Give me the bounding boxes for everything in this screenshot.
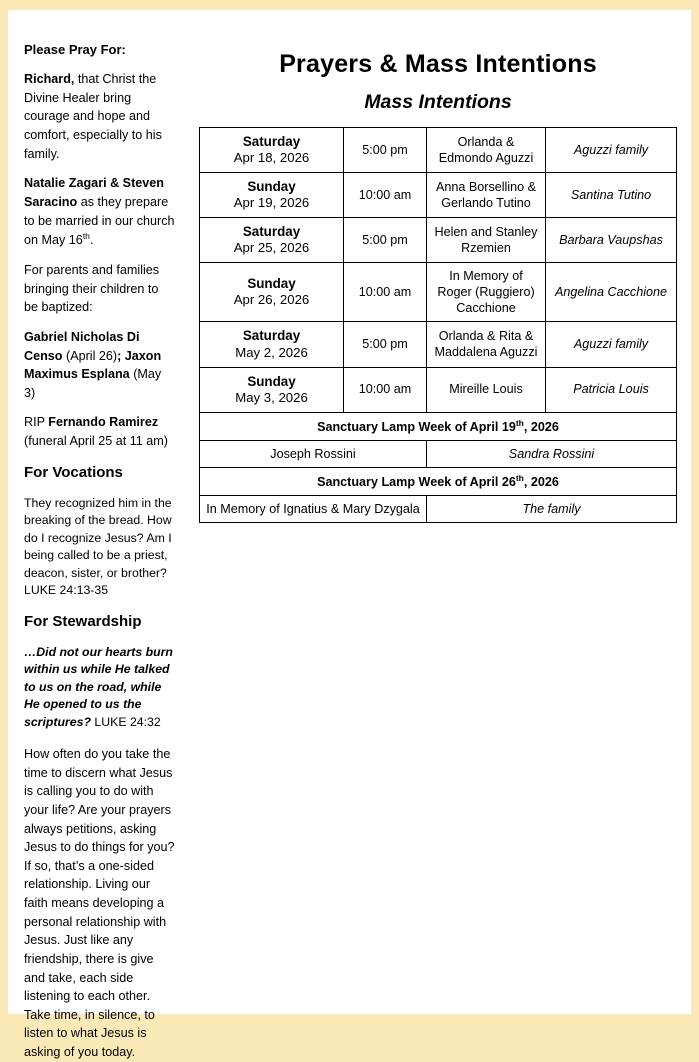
mass-day-cell <box>200 218 344 263</box>
for-vocations-text: They recognized him in the breaking of the bread. How do I recognize Jesus? Am I being called to be a priest, deacon, sister, or brother? LUKE 24:13-35 <box>24 495 172 598</box>
page-title: Prayers & Mass Intentions <box>279 50 597 78</box>
prayer-wedding-names: Natalie Zagari & Steven Saracino <box>24 176 164 209</box>
mass-intention: Orlanda & Rita & Maddalena Aguzzi <box>427 322 546 367</box>
table-row <box>200 367 677 412</box>
mass-date: Apr 26, 2026 <box>233 292 310 308</box>
prayer-richard-text: that Christ the Divine Healer bring courage and hope and comfort, especially to his family. <box>24 72 162 161</box>
table-row <box>200 173 677 218</box>
mass-time: 10:00 am <box>344 263 427 322</box>
please-pray-heading: Please Pray For: <box>24 42 126 57</box>
for-stewardship-text <box>24 644 175 731</box>
prayer-richard <box>24 70 175 163</box>
reflection-text: How often do you take the time to discern what Jesus is calling you to do with your life? Are your prayers always petitions, asking Jesus to do things for you? If so, that’s a one-sided relationship. Living our faith means developing a personal relationship with Jesus. Just like any friendship, there is give and take, each side listening to each other. Take time, in silence, to listen to what Jesus is asking of you today. <box>24 747 175 1060</box>
mass-requester: Santina Tutino <box>546 173 677 218</box>
lamp1-donor: Joseph Rossini <box>200 440 427 467</box>
lamp2-donor: In Memory of Ignatius & Mary Dzygala <box>200 496 427 523</box>
mass-day-cell <box>200 173 344 218</box>
sanctuary-lamp-heading <box>200 412 677 440</box>
table-row <box>200 322 677 367</box>
lamp2-heading-post: , 2026 <box>523 475 559 490</box>
lamp2-heading-pre: Sanctuary Lamp Week of April 26 <box>317 475 516 490</box>
mass-intention: Helen and Stanley Rzemien <box>427 218 546 263</box>
prayer-wedding-end: . <box>89 233 94 248</box>
sanctuary-lamp-header-row <box>200 412 677 440</box>
table-row <box>200 263 677 322</box>
prayer-baptism-names <box>24 328 175 403</box>
mass-dayname: Sunday <box>247 276 296 292</box>
baptism-separator: ; <box>117 348 125 363</box>
mass-intentions-subtitle: Mass Intentions <box>364 91 512 113</box>
table-row <box>200 128 677 173</box>
baptism-name-1: Gabriel Nicholas Di Censo <box>24 329 140 363</box>
prayer-wedding-text: as they prepare to be married in our church on May 16 <box>24 194 175 248</box>
mass-time: 5:00 pm <box>344 218 427 263</box>
rip-name: Fernando Ramirez <box>48 415 159 430</box>
mass-date: May 2, 2026 <box>235 344 308 360</box>
mass-dayname: Saturday <box>242 134 301 149</box>
baptism-date-2: (May 3) <box>24 367 162 400</box>
mass-requester: Aguzzi family <box>546 322 677 367</box>
mass-date: Apr 19, 2026 <box>233 195 310 211</box>
prayer-rip <box>24 413 175 450</box>
sanctuary-lamp-header-row <box>200 467 677 495</box>
lamp1-heading-ordinal: th <box>515 417 524 428</box>
prayer-wedding <box>24 174 175 250</box>
mass-requester: Barbara Vaupshas <box>546 218 677 263</box>
mass-day-cell <box>200 322 344 367</box>
mass-requester: Angelina Cacchione <box>546 263 677 322</box>
mass-intention: In Memory of Roger (Ruggiero) Cacchione <box>427 263 546 322</box>
mass-dayname: Sunday <box>247 373 296 389</box>
sanctuary-lamp-names-row <box>200 440 677 467</box>
bulletin-page <box>8 10 691 1060</box>
stewardship-quote: …Did not our hearts burn within us while He talked to us on the road, while He opened to us the scriptures? <box>24 644 173 729</box>
sanctuary-lamp-names-row <box>200 496 677 523</box>
prayer-richard-name: Richard, <box>24 72 75 87</box>
mass-date: May 3, 2026 <box>235 389 308 405</box>
mass-day-cell <box>200 263 344 322</box>
mass-intention: Mireille Louis <box>427 367 546 412</box>
for-stewardship-heading: For Stewardship <box>24 612 142 630</box>
rip-label: RIP <box>24 415 49 430</box>
lamp1-heading-pre: Sanctuary Lamp Week of April 19 <box>317 419 516 434</box>
page-content <box>8 10 691 1060</box>
mass-requester: Aguzzi family <box>546 128 677 173</box>
mass-intention: Anna Borsellino & Gerlando Tutino <box>427 173 546 218</box>
mass-time: 5:00 pm <box>344 322 427 367</box>
mass-date: Apr 18, 2026 <box>233 150 310 166</box>
rip-detail: (funeral April 25 at 11 am) <box>24 434 168 449</box>
stewardship-reference: LUKE 24:32 <box>90 714 161 729</box>
mass-date: Apr 25, 2026 <box>233 240 310 256</box>
mass-time: 5:00 pm <box>344 128 427 173</box>
baptism-name-2: Jaxon Maximus Esplana <box>24 348 162 382</box>
sanctuary-lamp-heading <box>200 467 677 495</box>
baptism-date-1: (April 26) <box>62 348 118 363</box>
mass-day-cell <box>200 367 344 412</box>
mass-intentions-table <box>199 127 677 523</box>
prayer-column <box>8 10 189 1060</box>
mass-time: 10:00 am <box>344 173 427 218</box>
mass-requester: Patricia Louis <box>546 367 677 412</box>
mass-intention: Orlanda & Edmondo Aguzzi <box>427 128 546 173</box>
mass-dayname: Sunday <box>247 179 296 195</box>
for-vocations-heading: For Vocations <box>24 463 123 481</box>
prayer-wedding-ordinal: th <box>82 231 90 242</box>
mass-dayname: Saturday <box>242 328 301 344</box>
prayer-baptism-intro: For parents and families bringing their children to be baptized: <box>24 263 160 315</box>
lamp2-requester: The family <box>427 496 677 523</box>
mass-day-cell <box>200 128 344 173</box>
table-row <box>200 218 677 263</box>
lamp2-heading-ordinal: th <box>515 472 524 483</box>
lamp1-heading-post: , 2026 <box>523 419 559 434</box>
mass-dayname: Saturday <box>242 224 301 240</box>
mass-time: 10:00 am <box>344 367 427 412</box>
lamp1-requester: Sandra Rossini <box>427 440 677 467</box>
intentions-column <box>189 10 691 1014</box>
